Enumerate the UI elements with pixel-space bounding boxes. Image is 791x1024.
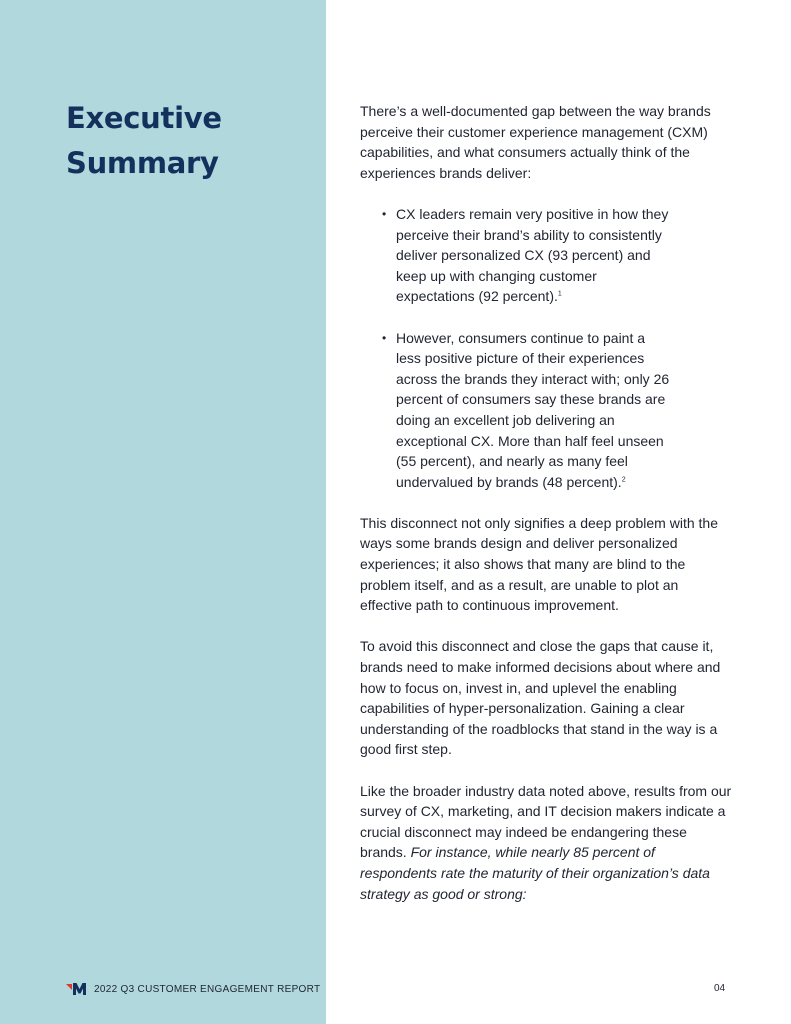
m-logo-icon (66, 982, 86, 996)
page-title-line-2: Summary (66, 146, 219, 180)
page-title-line-1: Executive (66, 101, 222, 135)
bullet-text: CX leaders remain very positive in how they perceive their brand’s ability to consistently deliver personalized CX (93 percent) and keep up with changing customer expectations (92 percent). (396, 205, 669, 305)
footnote-marker: 2 (621, 476, 626, 484)
paragraph-survey-italic: For instance, while nearly 85 percent of respondents rate the maturity of their organization’s data strategy as good or strong: (360, 844, 710, 902)
report-name: 2022 Q3 CUSTOMER ENGAGEMENT REPORT (94, 983, 321, 995)
bullet-dot-icon: • (382, 206, 387, 221)
footnote-marker: 1 (557, 290, 562, 298)
paragraph-survey-results (360, 781, 732, 905)
paragraph-disconnect: This disconnect not only signifies a deep problem with the ways some brands design and deliver personalized experiences; it also shows that many are blind to the problem itself, and as a result, are unable to plot an effective path to continuous improvement. (360, 514, 718, 614)
bullet-text: However, consumers continue to paint a less positive picture of their experiences across the brands they interact with; only 26 percent of consumers say these brands are doing an excellent job delivering an exceptional CX. More than half feel unseen (55 percent), and nearly as many feel undervalued by brands (48 percent). (396, 329, 670, 490)
bullet-dot-icon: • (382, 330, 387, 345)
body-content (360, 101, 732, 925)
page-number: 04 (714, 983, 726, 994)
paragraph-avoid-disconnect: To avoid this disconnect and close the gaps that cause it, brands need to make informed decisions about where and how to focus on, invest in, and uplevel the enabling capabilities of hyper-personalization. Gaining a clear understanding of the roadblocks that stand in the way is a good first step. (360, 638, 721, 758)
page-title (66, 96, 222, 186)
intro-paragraph: There’s a well-documented gap between the way brands perceive their customer experience management (CXM) capabilities, and what consumers actually think of the experiences brands deliver: (360, 103, 711, 181)
bullet-item (360, 204, 672, 307)
bullet-list (360, 204, 732, 492)
paragraph-survey-regular: Like the broader industry data noted above, results from our survey of CX, marketing, and IT decision makers indicate a crucial disconnect may indeed be endangering these brands. (360, 782, 732, 861)
bullet-item (360, 328, 672, 493)
footer (66, 982, 320, 996)
